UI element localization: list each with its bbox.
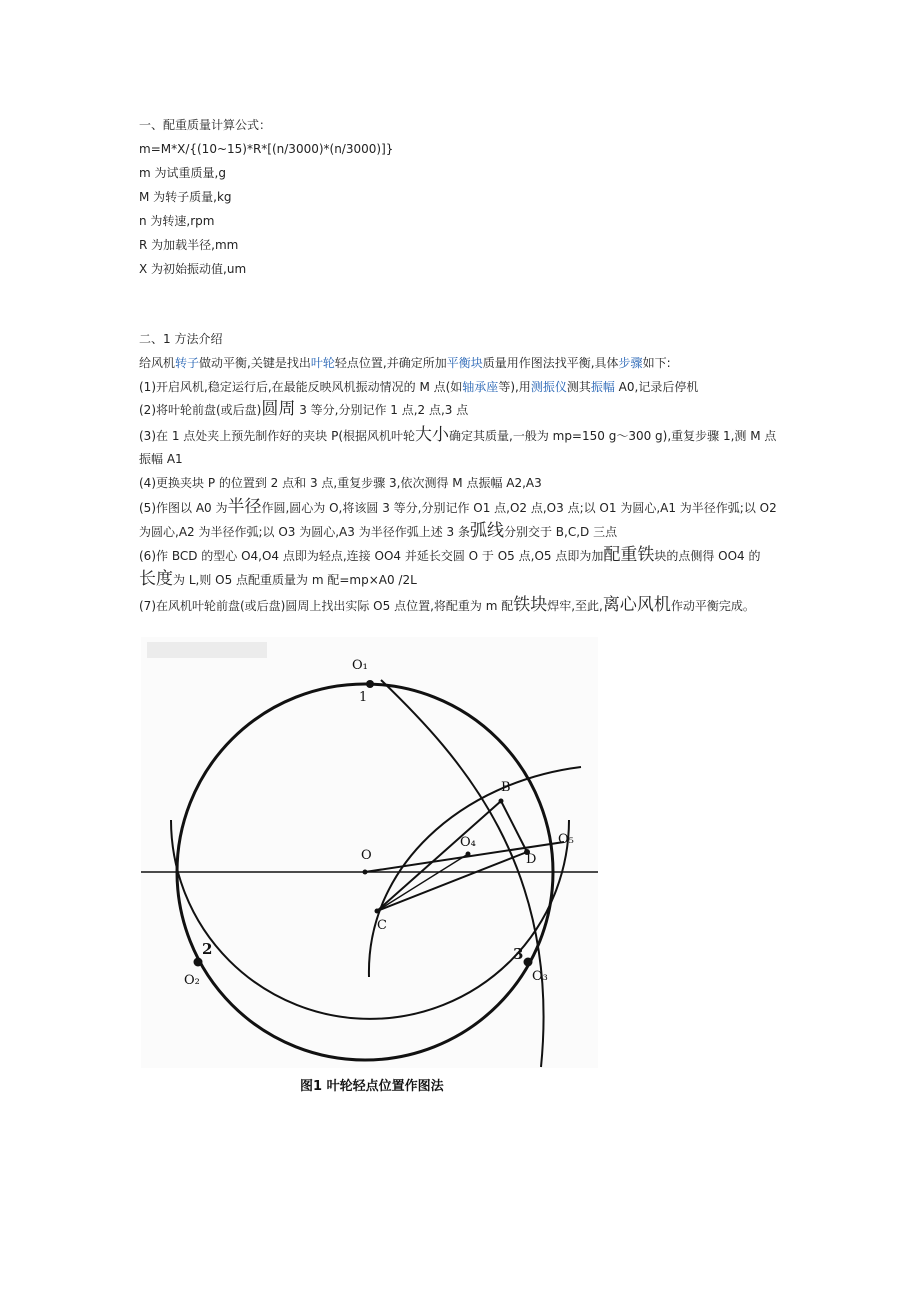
link-balance-block[interactable]: 平衡块 [446,356,483,370]
step-text: 测其 [566,380,591,394]
step-2 [139,401,468,418]
intro-text: 轻点位置,并确定所加 [334,356,447,370]
point-O1 [366,680,374,688]
impeller-diagram [141,637,598,1068]
step-text: (1)开启风机,稳定运行后,在最能反映风机振动情况的 M 点(如 [139,380,463,394]
def-X: X 为初始振动值,um [139,262,247,276]
def-n: n 为转速,rpm [139,214,215,228]
keyword-centrifugal-fan[interactable]: 离心风机 [602,595,671,615]
point-O2 [194,958,203,967]
step-text: (7)在风机叶轮前盘(或后盘)圆周上找出实际 O5 点位置,将配重为 m 配 [139,599,514,613]
def-m: m 为试重质量,g [139,166,226,180]
intro-text: 如下: [642,356,671,370]
keyword-iron-block[interactable]: 铁块 [513,595,548,615]
link-impeller[interactable]: 叶轮 [310,356,335,370]
keyword-radius[interactable]: 半径 [227,497,262,517]
label-B: B [501,780,511,795]
link-vibration-meter[interactable]: 测振仪 [530,380,567,394]
step-5 [139,499,777,516]
formula: m=M*X/{(10~15)*R*[(n/3000)*(n/3000)]} [139,142,394,156]
label-O2: O₂ [184,973,200,988]
keyword-circumference[interactable]: 圆周 [261,399,296,419]
intro-paragraph [139,355,671,371]
label-O4: O₄ [460,835,476,850]
figure-caption: 图1 叶轮轻点位置作图法 [300,1079,444,1094]
point-B [499,799,504,804]
step-text: 分别交于 B,C,D 三点 [503,525,618,539]
step-6-cont [139,571,417,588]
link-amplitude[interactable]: 振幅 [590,380,615,394]
step-text: 作圆,圆心为 O,将该圆 3 等分,分别记作 O1 点,O2 点,O3 点;以 O1 为圆心,A1 为半径作弧;以 O2 [261,501,777,515]
label-3: 3 [513,945,524,963]
label-2: 2 [202,940,213,958]
step-1 [139,379,698,395]
point-C [375,909,380,914]
point-O4 [466,852,471,857]
keyword-size[interactable]: 大小 [415,425,449,445]
keyword-arc[interactable]: 弧线 [469,521,504,541]
point-O3 [524,958,533,967]
point-O [363,870,368,875]
label-O: O [361,848,372,863]
link-rotor[interactable]: 转子 [175,356,200,370]
step-text: 作动平衡完成。 [670,599,755,613]
keyword-length[interactable]: 长度 [139,569,173,589]
step-4: (4)更换夹块 P 的位置到 2 点和 3 点,重复步骤 3,依次测得 M 点振幅 A2,A3 [139,476,542,490]
intro-text: 给风机 [139,356,176,370]
step-text: (3)在 1 点处夹上预先制作好的夹块 P(根据风机叶轮 [139,429,415,443]
step-text: 为圆心,A2 为半径作弧;以 O3 为圆心,A3 为半径作弧上述 3 条 [139,525,470,539]
link-steps[interactable]: 步骤 [618,356,643,370]
step-7 [139,597,755,614]
intro-text: 质量用作图法找平衡,具体 [482,356,619,370]
label-O1: O₁ [352,658,368,673]
keyword-counterweight[interactable]: 配重铁 [603,545,655,565]
step-text: A0,记录后停机 [614,380,699,394]
section1-heading: 一、配重质量计算公式： [139,118,272,132]
step-text: 焊牢,至此, [547,599,603,613]
step-text: (5)作图以 A0 为 [139,501,228,515]
section2-heading: 二、1 方法介绍 [139,332,223,346]
step-text: (6)作 BCD 的型心 O4,O4 点即为轻点,连接 OO4 并延长交圆 O 于 O5 点,O5 点即为加 [139,549,604,563]
step-5-cont [139,523,617,540]
intro-text: 做动平衡,关键是找出 [199,356,311,370]
label-O5: O₅ [558,832,574,847]
link-bearing-seat[interactable]: 轴承座 [462,380,499,394]
def-M: M 为转子质量,kg [139,190,232,204]
blurred-patch [147,642,267,658]
step-3-cont: 振幅 A1 [139,452,183,466]
step-6 [139,547,761,564]
diagram-svg [141,637,598,1068]
label-1: 1 [359,690,368,705]
def-R: R 为加载半径,mm [139,238,239,252]
label-C: C [377,918,387,933]
step-3 [139,427,776,444]
label-D: D [526,852,537,867]
step-text: 等),用 [498,380,531,394]
step-text: 为 L,则 O5 点配重质量为 m 配=mp×A0 /2L [173,573,417,587]
label-O3: O₃ [532,969,548,984]
step-text: 块的点侧得 OO4 的 [654,549,761,563]
step-text: (2)将叶轮前盘(或后盘) [139,403,262,417]
step-text: 3 等分,分别记作 1 点,2 点,3 点 [295,403,469,417]
step-text: 确定其质量,一般为 mp=150 g～300 g),重复步骤 1,测 M 点 [449,429,777,443]
